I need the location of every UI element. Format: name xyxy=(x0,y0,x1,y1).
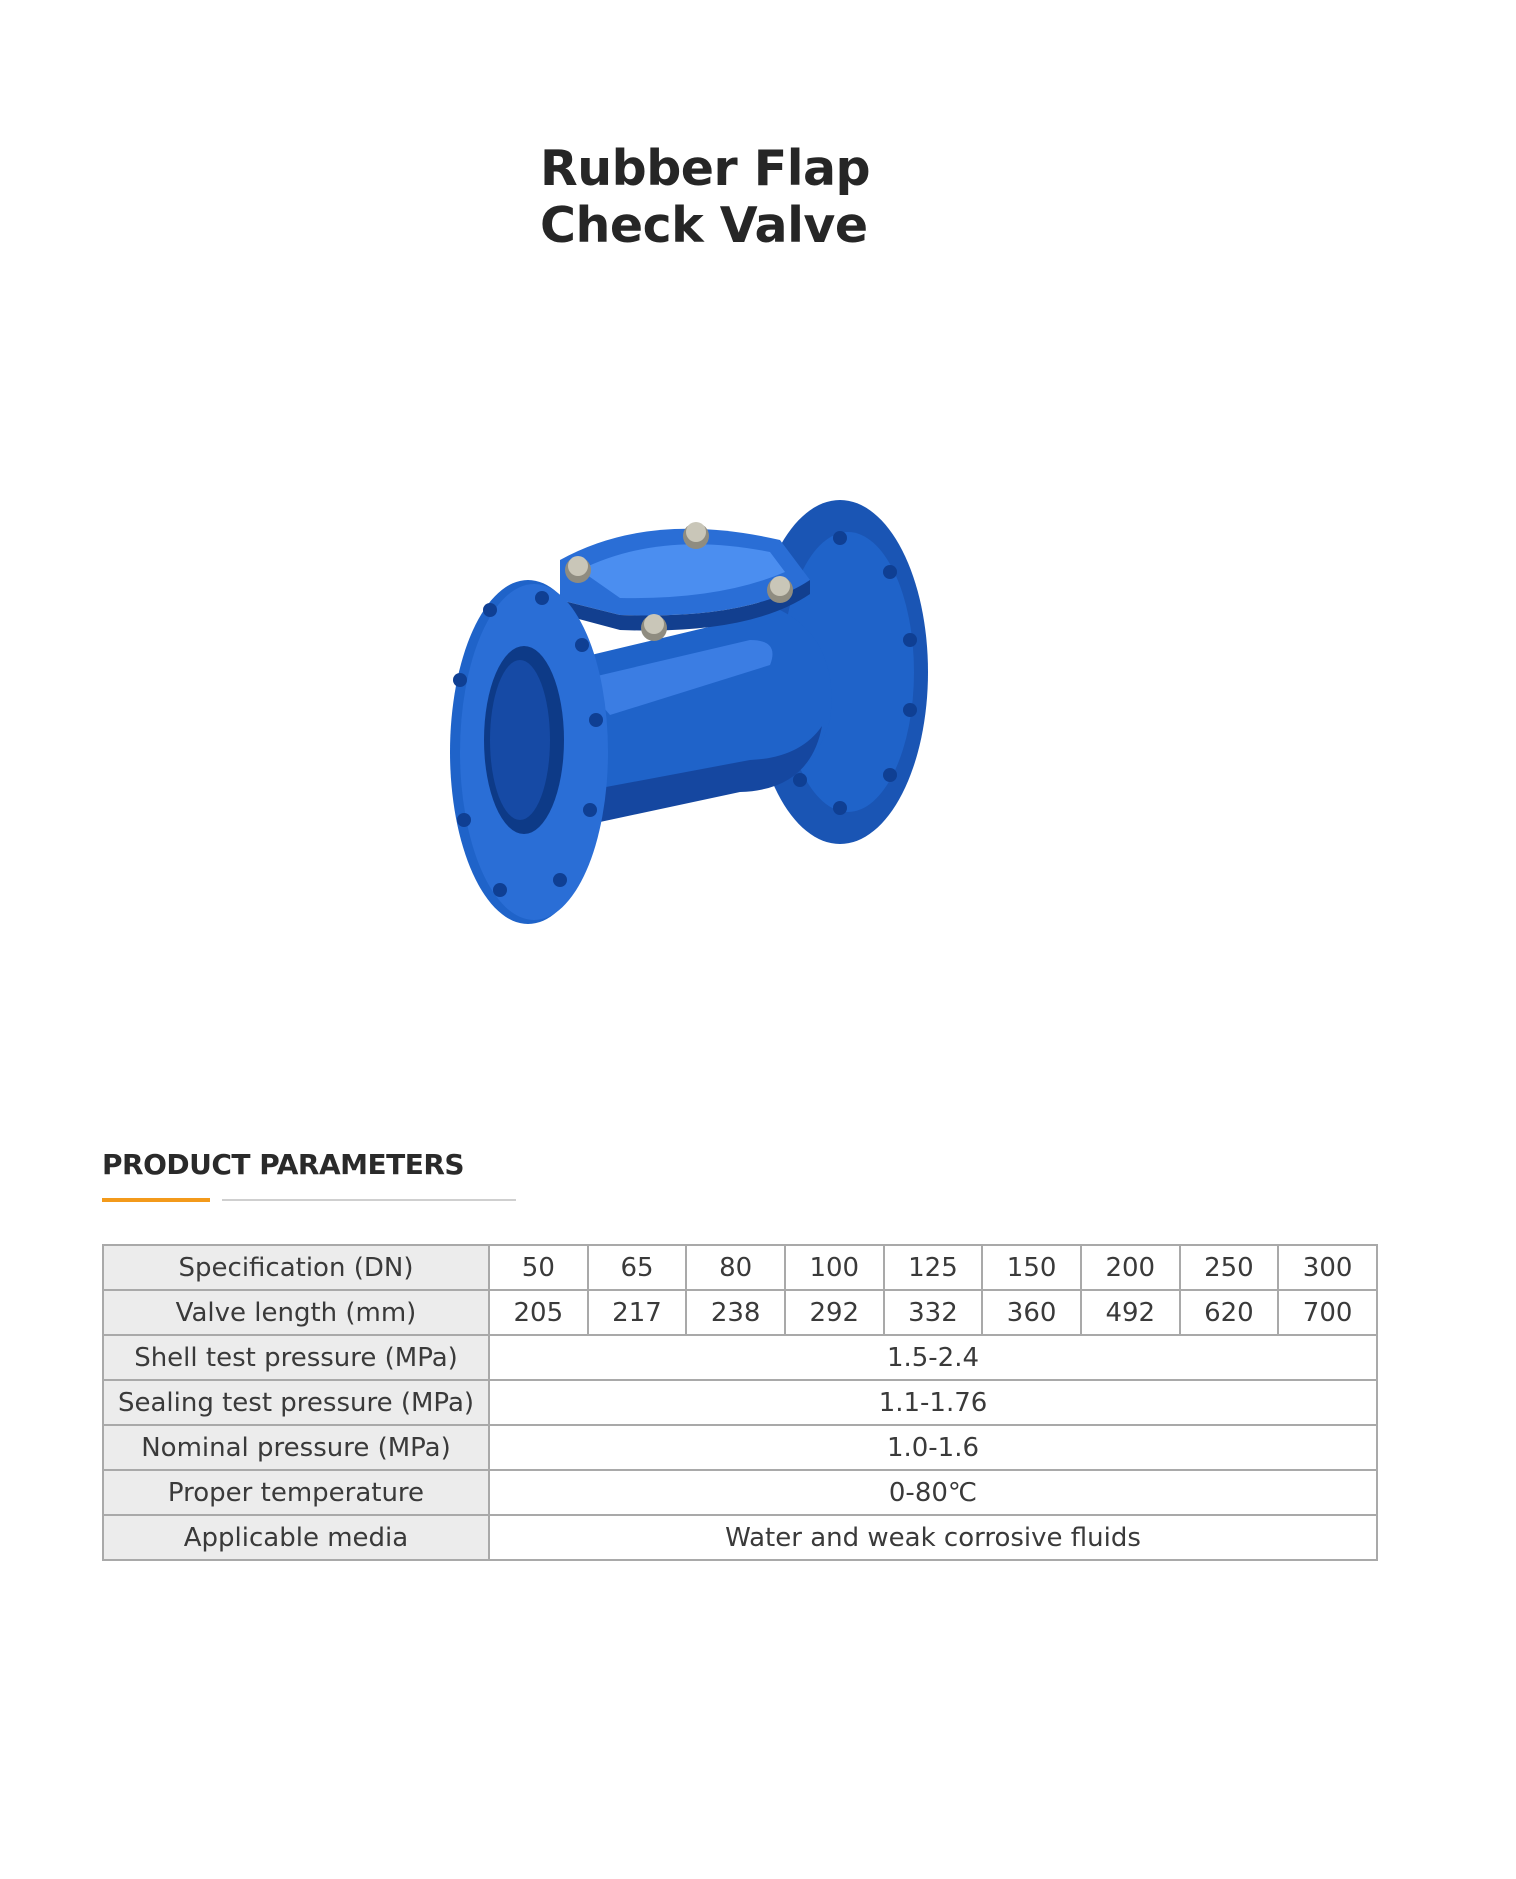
table-row-proper-temperature xyxy=(103,1470,1377,1515)
table-cell: 492 xyxy=(1081,1290,1180,1335)
title-line-2: Check Valve xyxy=(540,197,868,254)
row-label: Specification (DN) xyxy=(103,1245,489,1290)
table-cell: 217 xyxy=(588,1290,687,1335)
table-cell: 360 xyxy=(982,1290,1081,1335)
table-row-shell-test-pressure xyxy=(103,1335,1377,1380)
table-row-sealing-test-pressure xyxy=(103,1380,1377,1425)
table-cell: 80 xyxy=(686,1245,785,1290)
heading-underline-rule xyxy=(222,1199,516,1201)
row-label: Valve length (mm) xyxy=(103,1290,489,1335)
row-label: Nominal pressure (MPa) xyxy=(103,1425,489,1470)
table-cell: 700 xyxy=(1278,1290,1377,1335)
section-heading: PRODUCT PARAMETERS xyxy=(102,1148,465,1181)
table-cell: 1.1-1.76 xyxy=(489,1380,1377,1425)
table-cell: 238 xyxy=(686,1290,785,1335)
table-cell: 1.5-2.4 xyxy=(489,1335,1377,1380)
table-row-specification xyxy=(103,1245,1377,1290)
table-cell: 200 xyxy=(1081,1245,1180,1290)
table-cell: 1.0-1.6 xyxy=(489,1425,1377,1470)
table-cell: 620 xyxy=(1180,1290,1279,1335)
table-cell: 50 xyxy=(489,1245,588,1290)
table-cell: 205 xyxy=(489,1290,588,1335)
table-cell: 250 xyxy=(1180,1245,1279,1290)
table-cell: 150 xyxy=(982,1245,1081,1290)
check-valve-image xyxy=(450,490,1010,950)
table-cell: 125 xyxy=(884,1245,983,1290)
title-line-1: Rubber Flap xyxy=(540,140,871,197)
table-row-nominal-pressure xyxy=(103,1425,1377,1470)
row-label: Proper temperature xyxy=(103,1470,489,1515)
table-cell: 0-80℃ xyxy=(489,1470,1377,1515)
table-row-applicable-media xyxy=(103,1515,1377,1560)
table-cell: 65 xyxy=(588,1245,687,1290)
table-cell: Water and weak corrosive fluids xyxy=(489,1515,1377,1560)
table-cell: 332 xyxy=(884,1290,983,1335)
row-label: Shell test pressure (MPa) xyxy=(103,1335,489,1380)
heading-underline-accent xyxy=(102,1198,210,1202)
table-cell: 292 xyxy=(785,1290,884,1335)
page-title xyxy=(540,140,870,254)
row-label: Applicable media xyxy=(103,1515,489,1560)
table-row-valve-length xyxy=(103,1290,1377,1335)
row-label: Sealing test pressure (MPa) xyxy=(103,1380,489,1425)
parameters-table xyxy=(102,1244,1378,1561)
table-cell: 300 xyxy=(1278,1245,1377,1290)
table-cell: 100 xyxy=(785,1245,884,1290)
